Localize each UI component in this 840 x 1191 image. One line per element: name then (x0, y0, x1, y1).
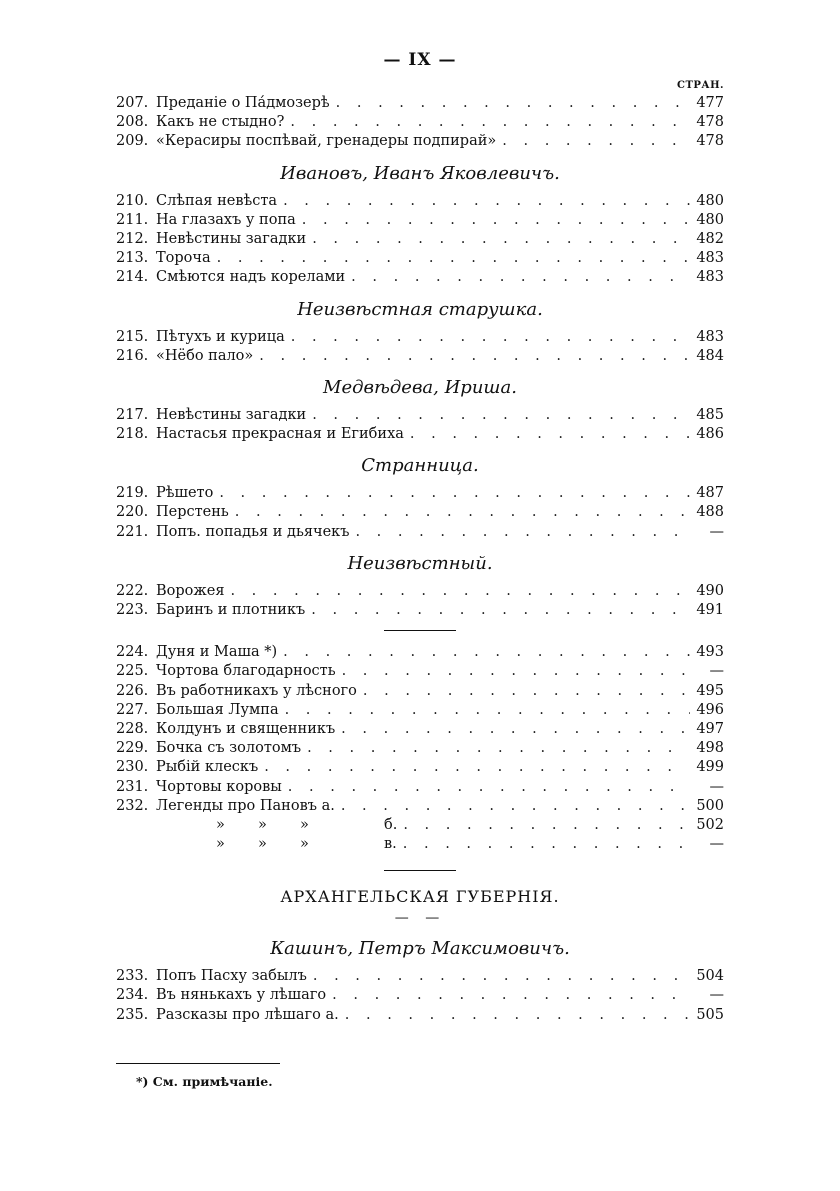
entry-title: Рыбій клескъ (156, 759, 259, 776)
entry-number: 226. (116, 682, 149, 699)
dot-leader (345, 1006, 690, 1025)
ditto-mark: » (258, 816, 267, 833)
entry-page: 484 (696, 347, 724, 364)
entry-page: 485 (696, 406, 724, 423)
entry-page: — (709, 523, 724, 540)
entry-page: 493 (696, 644, 724, 661)
dot-leader (341, 720, 690, 739)
footnote-rule (116, 1063, 280, 1064)
entry-number: 207. (116, 95, 149, 111)
dot-leader (217, 249, 690, 268)
entry-page: 482 (696, 230, 724, 247)
entry-page: — (709, 663, 724, 680)
toc-entry (116, 406, 724, 425)
toc-entry (116, 132, 724, 151)
entry-title: Колдунъ и священникъ (156, 720, 336, 737)
toc-entry (116, 211, 724, 230)
toc-entry-ditto (116, 835, 724, 854)
entry-page: 502 (696, 816, 724, 833)
toc-entry (116, 1006, 724, 1025)
dot-leader (290, 113, 690, 132)
entry-number: 224. (116, 644, 149, 661)
entry-page: 495 (696, 682, 724, 699)
entry-title: Дуня и Маша *) (156, 644, 278, 661)
dot-leader (302, 211, 690, 230)
toc-content (116, 94, 724, 1025)
dot-leader (285, 701, 690, 720)
toc-entry (116, 682, 724, 701)
toc-entry (116, 739, 724, 758)
dot-leader (403, 835, 690, 854)
entry-number: 223. (116, 602, 149, 618)
section-heading: Странница. (361, 455, 479, 477)
toc-entry (116, 347, 724, 366)
gubernia-title: АРХАНГЕЛЬСКАЯ ГУБЕРНІЯ. (280, 887, 560, 907)
entry-title: Преданіе о Па́дмозерѣ (156, 95, 330, 111)
dot-leader (283, 643, 690, 662)
entry-number: 232. (116, 797, 149, 814)
toc-entry (116, 230, 724, 249)
entry-title: Попъ. попадья и дьячекъ (156, 523, 350, 540)
entry-number: 231. (116, 778, 149, 795)
entry-number: 208. (116, 114, 149, 131)
dot-leader (291, 328, 690, 347)
entry-page: 504 (696, 968, 724, 985)
dot-leader (355, 523, 690, 542)
dot-leader (264, 758, 690, 777)
entry-page: 505 (696, 1006, 724, 1023)
dot-leader (230, 582, 690, 601)
toc-entry (116, 94, 724, 113)
entry-number: 221. (116, 523, 149, 540)
entry-title: Какъ не стыдно? (156, 114, 285, 131)
entry-page: 483 (696, 269, 724, 286)
dot-leader (219, 484, 690, 503)
section-heading: Ивановъ, Иванъ Яковлевичъ. (280, 162, 560, 184)
ditto-mark: » (216, 816, 225, 833)
dot-leader (502, 132, 690, 151)
entry-title: Въ нянькахъ у лѣшаго (156, 987, 327, 1004)
entry-title: «Керасиры поспѣвай, гренадеры подпирай» (156, 133, 497, 150)
ditto-mark: » (300, 816, 309, 833)
ditto-mark: » (300, 836, 309, 853)
entry-number: 214. (116, 269, 149, 286)
entry-page: — (709, 987, 724, 1004)
entry-number: 230. (116, 759, 149, 776)
toc-entry (116, 328, 724, 347)
entry-title: На глазахъ у попа (156, 211, 296, 228)
toc-entry (116, 662, 724, 681)
entry-number: 234. (116, 987, 149, 1004)
section-heading: Неизвѣстный. (347, 552, 493, 574)
toc-entry (116, 523, 724, 542)
entry-page: 491 (696, 602, 724, 618)
entry-page: 490 (696, 582, 724, 599)
entry-page: 483 (696, 250, 724, 267)
entry-title: Разсказы про лѣшаго а. (156, 1006, 339, 1023)
toc-entry (116, 986, 724, 1005)
entry-title: Перстень (156, 504, 229, 521)
dot-leader (403, 816, 690, 835)
section-heading: Медвѣдева, Ириша. (323, 376, 517, 398)
entry-number: 235. (116, 1006, 149, 1023)
toc-entry (116, 582, 724, 601)
section-divider (384, 630, 456, 631)
dot-leader (311, 601, 690, 620)
entry-title: Попъ Пасху забылъ (156, 968, 307, 985)
toc-entry-ditto (116, 816, 724, 835)
entry-page: 477 (696, 95, 724, 111)
section-heading: Неизвѣстная старушка. (297, 298, 543, 320)
entry-title: Невѣстины загадки (156, 230, 307, 247)
section-heading: Кашинъ, Петръ Максимовичъ. (270, 938, 570, 960)
entry-page: 480 (696, 192, 724, 209)
entry-title: Рѣшето (156, 485, 214, 502)
dot-leader (312, 406, 690, 425)
entry-page: 497 (696, 720, 724, 737)
entry-number: 219. (116, 485, 149, 502)
toc-entry (116, 643, 724, 662)
ditto-marks (156, 816, 384, 835)
entry-number: 215. (116, 328, 149, 345)
entry-number: 220. (116, 504, 149, 521)
dot-leader (288, 778, 690, 797)
entry-page: 498 (696, 740, 724, 757)
entry-page: 496 (696, 701, 724, 718)
entry-number: 217. (116, 406, 149, 423)
dot-leader (341, 797, 690, 816)
entry-number: 227. (116, 701, 149, 718)
toc-entry (116, 484, 724, 503)
page-number: — IX — (383, 50, 457, 70)
entry-title: Баринъ и плотникъ (156, 602, 306, 618)
dot-leader (235, 503, 690, 522)
section-divider (384, 870, 456, 871)
toc-entry (116, 268, 724, 287)
entry-title: Пѣтухъ и курица (156, 328, 285, 345)
entry-title: Легенды про Пановъ а. (156, 797, 335, 814)
entry-number: 216. (116, 347, 149, 364)
entry-page: 499 (696, 759, 724, 776)
entry-title: Ворожея (156, 582, 225, 599)
entry-number: 233. (116, 968, 149, 985)
entry-page: 483 (696, 328, 724, 345)
dot-leader (410, 425, 690, 444)
footnote: *) См. примѣчаніе. (136, 1074, 273, 1089)
page-column-label: СТРАН. (677, 80, 724, 91)
gubernia-divider: — — (394, 910, 446, 927)
entry-number: 222. (116, 582, 149, 599)
entry-number: 213. (116, 250, 149, 267)
dot-leader (351, 268, 690, 287)
entry-page: 488 (696, 504, 724, 521)
entry-number: 228. (116, 720, 149, 737)
ditto-marks (156, 835, 384, 854)
entry-number: 225. (116, 663, 149, 680)
entry-page: 487 (696, 485, 724, 502)
toc-entry (116, 720, 724, 739)
entry-page: 500 (696, 797, 724, 814)
dot-leader (283, 192, 690, 211)
entry-page: 480 (696, 211, 724, 228)
entry-title: Бочка съ золотомъ (156, 740, 302, 757)
toc-entry (116, 758, 724, 777)
entry-title: Чортова благодарность (156, 663, 336, 680)
entry-title: Большая Лумпа (156, 701, 279, 718)
toc-entry (116, 797, 724, 816)
entry-page: 478 (696, 114, 724, 131)
dot-leader (332, 986, 690, 1005)
dot-leader (336, 94, 690, 113)
entry-number: 218. (116, 426, 149, 443)
entry-number: 211. (116, 211, 149, 228)
entry-title: Слѣпая невѣста (156, 192, 278, 209)
entry-title: Смѣются надъ корелами (156, 269, 346, 286)
dot-leader (307, 739, 690, 758)
entry-title: Въ работникахъ у лѣсного (156, 682, 357, 699)
dot-leader (312, 230, 690, 249)
ditto-mark: » (216, 836, 225, 853)
entry-title: Тороча (156, 250, 211, 267)
toc-entry (116, 778, 724, 797)
toc-entry (116, 425, 724, 444)
toc-entry (116, 113, 724, 132)
dot-leader (313, 967, 690, 986)
entry-title: в. (384, 836, 397, 853)
entry-title: «Нёбо пало» (156, 347, 254, 364)
entry-page: 478 (696, 133, 724, 150)
entry-title: Невѣстины загадки (156, 406, 307, 423)
dot-leader (259, 347, 690, 366)
toc-entry (116, 192, 724, 211)
ditto-mark: » (258, 836, 267, 853)
entry-title: б. (384, 816, 398, 833)
toc-entry (116, 249, 724, 268)
entry-number: 229. (116, 740, 149, 757)
entry-page: — (709, 778, 724, 795)
entry-number: 209. (116, 133, 149, 150)
dot-leader (342, 662, 690, 681)
dot-leader (363, 682, 690, 701)
entry-number: 210. (116, 192, 149, 209)
entry-title: Настасья прекрасная и Егибиха (156, 426, 404, 443)
entry-number: 212. (116, 230, 149, 247)
toc-entry (116, 967, 724, 986)
entry-title: Чортовы коровы (156, 778, 282, 795)
toc-entry (116, 701, 724, 720)
entry-page: — (709, 836, 724, 853)
entry-page: 486 (696, 426, 724, 443)
toc-entry (116, 503, 724, 522)
toc-entry (116, 601, 724, 620)
